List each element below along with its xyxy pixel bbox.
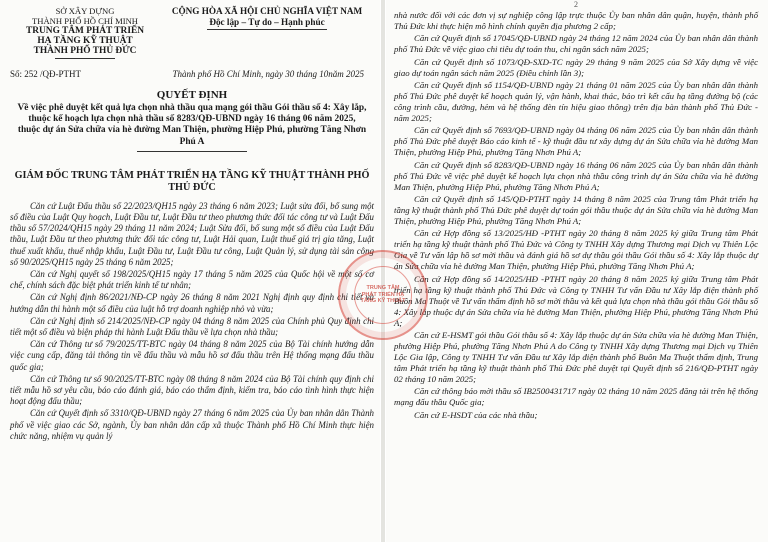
clause: Căn cứ Thông tư số 90/2025/TT-BTC ngày 08 tháng 8 năm 2024 của Bộ Tài chính quy định chi tiết mẫu hồ sơ yêu cầu, báo cáo đánh giá, báo cáo thẩm định, kiểm tra, báo cáo tình hình thực hiện hoạt động đấu thầu; bbox=[10, 373, 374, 407]
agency-line-1: SỞ XÂY DỰNG bbox=[55, 6, 115, 16]
clause: Căn cứ Quyết định số 3310/QĐ-UBND ngày 27 tháng 6 năm 2025 của Ủy ban nhân dân Thành phố về việc giao các Sở, ngành, Ủy ban nhân dân cấp xã thuộc Thành phố Hồ Chí Minh thực hiện chức năng, nhiệm vụ quản lý bbox=[10, 408, 374, 441]
motto-underline bbox=[207, 29, 327, 30]
clause: Căn cứ Nghị quyết số 198/2025/QH15 ngày 17 tháng 5 năm 2025 của Quốc hội về một số cơ chế, chính sách đặc biệt phát triển kinh tế tư nhân; bbox=[10, 269, 374, 291]
document-header bbox=[10, 6, 374, 59]
agency-line-2: THÀNH PHỐ HỒ CHÍ MINH bbox=[32, 16, 138, 26]
page-divider bbox=[381, 0, 385, 542]
agency-underline bbox=[55, 58, 115, 59]
issuing-agency bbox=[10, 6, 160, 59]
clause: Căn cứ thông báo mời thầu số IB2500431717 ngày 02 tháng 10 năm 2025 đăng tải trên hệ thống mạng đấu thầu Quốc gia; bbox=[394, 386, 758, 408]
clause: nhà nước đối với các đơn vị sự nghiệp công lập trực thuộc Ủy ban nhân dân quận, huyện, thành phố Thủ Đức khi thực hiện mô hình chính quyền địa phương 2 cấp; bbox=[394, 10, 758, 32]
left-clauses bbox=[10, 201, 374, 442]
clause: Căn cứ Nghị định 86/2021/NĐ-CP ngày 26 tháng 8 năm 2021 Nghị định quy định chi tiết và hướng dẫn thi hành một số điều của luật hỗ trợ doanh nghiệp nhỏ và vừa; bbox=[10, 292, 374, 314]
agency-line-5: THÀNH PHỐ THỦ ĐỨC bbox=[33, 46, 137, 56]
clause: Căn cứ Quyết định số 1073/QĐ-SXD-TC ngày 29 tháng 9 năm 2025 của Sở Xây dựng về việc giao dự toán ngân sách năm 2025 (Điều chỉnh lần 3); bbox=[394, 56, 758, 78]
right-clauses bbox=[394, 10, 758, 421]
clause: Căn cứ Hợp đồng số 14/2025/HĐ -PTHT ngày 20 tháng 8 năm 2025 ký giữa Trung tâm Phát triển hạ tầng kỹ thuật thành phố Thủ Đức và Công ty TNHH Tư vấn Đầu tư Xây lắp điện thành phố Buôn Ma Thuột về Tư vấn thẩm định hồ sơ mời thầu và kết quả lựa chọn nhà thầu gói thầu Gói thầu số 4: Xây lắp thuộc dự án Sửa chữa vỉa hè đường Man Thiện, phường Hiệp Phú, phường Tăng Nhơn Phú A; bbox=[394, 273, 758, 328]
clause: Căn cứ Quyết định số 1154/QĐ-UBND ngày 21 tháng 01 năm 2025 của Ủy ban nhân dân thành phố Thủ Đức phê duyệt kế hoạch quản lý, vận hành, khai thác, bảo trì kết cấu hạ tầng đường bộ (các công trình cầu, đường, hẻm và hệ thống đèn tín hiệu giao thông) trên địa bàn thành phố Thủ Đức - năm 2025; bbox=[394, 79, 758, 123]
seal-stamp-text: TRUNG TÂM PHÁT TRIỂN HẠ TẦNG KỸ THUẬT bbox=[354, 266, 412, 324]
document-meta bbox=[10, 69, 374, 79]
clause: Căn cứ Quyết định số 145/QĐ-PTHT ngày 14 tháng 8 năm 2025 của Trung tâm Phát triển hạ tầng kỹ thuật thành phố Thủ Đức phê duyệt dự toán gói thầu thuộc dự án Sửa chữa vỉa hè đường Man Thiện, phường Hiệp Phú, phường Tăng Nhơn Phú A; bbox=[394, 193, 758, 226]
subject-underline bbox=[137, 151, 247, 152]
clause: Căn cứ Quyết định số 7693/QĐ-UBND ngày 04 tháng 06 năm 2025 của Ủy ban nhân dân thành phố Thủ Đức phê duyệt Báo cáo kinh tế - kỹ thuật đầu tư xây dựng dự án Sửa chữa vỉa hè đường Man Thiện, phường Hiệp Phú, phường Tăng Nhơn Phú A; bbox=[394, 125, 758, 158]
document-date: Thành phố Hồ Chí Minh, ngày 30 tháng 10năm 2025 bbox=[172, 69, 364, 79]
document-subject: Về việc phê duyệt kết quả lựa chọn nhà thầu qua mạng gói thầu Gói thầu số 4: Xây lắp, thuộc kế hoạch lựa chọn nhà thầu số 8283/QĐ-UBND ngày 16 tháng 06 năm 2025, thuộc dự án Sửa chữa vỉa hè đường Man Thiện, phường Hiệp Phú, phường Tăng Nhơn Phú A bbox=[17, 103, 367, 147]
page-number: 2 bbox=[574, 0, 578, 9]
national-motto bbox=[160, 6, 374, 59]
clause: Căn cứ Quyết định số 8283/QĐ-UBND ngày 16 tháng 06 năm 2025 của Ủy ban nhân dân thành phố Thủ Đức về việc phê duyệt kế hoạch lựa chọn nhà thầu công trình dự án Sửa chữa vỉa hè đường Man Thiện, phường Hiệp Phú, phường Tăng Nhơn Phú A; bbox=[394, 159, 758, 192]
document-page-left bbox=[0, 0, 380, 542]
document-page-right bbox=[386, 0, 768, 542]
clause: Căn cứ Hợp đồng số 13/2025/HĐ -PTHT ngày 20 tháng 8 năm 2025 ký giữa Trung tâm Phát triển hạ tầng kỹ thuật thành phố Thủ Đức và Công ty TNHH Xây dựng Thương mại Dịch vụ Thiên Lộc Gia về Tư vấn lập hồ sơ mời thầu và đánh giá hồ sơ dự thầu gói thầu Gói thầu số 4: Xây lắp thuộc dự án Sửa chữa vỉa hè đường Man Thiện, phường Hiệp Phú, phường Tăng Nhơn Phú A; bbox=[394, 228, 758, 272]
document-title: QUYẾT ĐỊNH bbox=[156, 89, 228, 101]
motto: Độc lập – Tự do – Hạnh phúc bbox=[209, 17, 325, 27]
country-name: CỘNG HÒA XÃ HỘI CHỦ NGHĨA VIỆT NAM bbox=[171, 6, 363, 16]
clause: Căn cứ Quyết định số 17045/QĐ-UBND ngày 24 tháng 12 năm 2024 của Ủy ban nhân dân thành phố Thủ Đức về việc giao chi tiêu dự toán thu, chi ngân sách năm 2025; bbox=[394, 33, 758, 55]
document-number: Số: 252 /QĐ-PTHT bbox=[10, 69, 82, 79]
agency-line-4: HẠ TẦNG KỸ THUẬT bbox=[37, 36, 133, 46]
agency-line-3: TRUNG TÂM PHÁT TRIỂN bbox=[26, 26, 144, 36]
clause: Căn cứ Thông tư số 79/2025/TT-BTC ngày 04 tháng 8 năm 2025 của Bộ Tài chính hướng dẫn việc cung cấp, đăng tải thông tin về đấu thầu và mẫu hồ sơ đấu thầu trên Hệ thống mạng đấu thầu quốc gia; bbox=[10, 339, 374, 372]
director-title: GIÁM ĐỐC TRUNG TÂM PHÁT TRIỂN HẠ TẦNG KỸ THUẬT THÀNH PHỐ THỦ ĐỨC bbox=[14, 169, 370, 193]
clause: Căn cứ Nghị định số 214/2025/NĐ-CP ngày 04 tháng 8 năm 2025 của Chính phủ Quy định chi tiết một số điều và biện pháp thi hành Luật Đấu thầu về lựa chọn nhà thầu; bbox=[10, 315, 374, 338]
clause: Căn cứ Luật Đấu thầu số 22/2023/QH15 ngày 23 tháng 6 năm 2023; Luật sửa đổi, bổ sung một số điều của Luật Quy hoạch, Luật Đầu tư, Luật Đầu tư theo phương thức đối tác công tư và Luật Đấu thầu số 57/2024/QH15 ngày 29 tháng 11 năm 2024; Luật Sửa đổi, bổ sung một số điều của Luật Đấu thầu, Luật Đầu tư theo phương thức đối tác công tư, Luật Hải quan, Luật thuế giá trị gia tăng, Luật thuế xuất khẩu, thuế nhập khẩu, Luật Đầu tư, Luật Đầu tư công, Luật Quản lý, sử dụng tài sản công số 90/2025/QH15 ngày 25 tháng 6 năm 2025; bbox=[10, 200, 374, 267]
clause: Căn cứ E-HSMT gói thầu Gói thầu số 4: Xây lắp thuộc dự án Sửa chữa vỉa hè đường Man Thiện, phường Hiệp Phú, phường Tăng Nhơn Phú A do Công ty TNHH Xây dựng Thương mại Dịch vụ Thiên Lộc Gia lập, Công ty TNHH Tư vấn Đầu tư Xây lắp điện thành phố Buôn Ma Thuột thẩm định, Trung tâm Phát triển hạ tầng kỹ thuật thành phố Thủ Đức phê duyệt tại Quyết định số 216/QĐ-PTHT ngày 02 tháng 10 năm 2025; bbox=[394, 330, 758, 385]
clause: Căn cứ E-HSDT của các nhà thầu; bbox=[414, 409, 538, 420]
